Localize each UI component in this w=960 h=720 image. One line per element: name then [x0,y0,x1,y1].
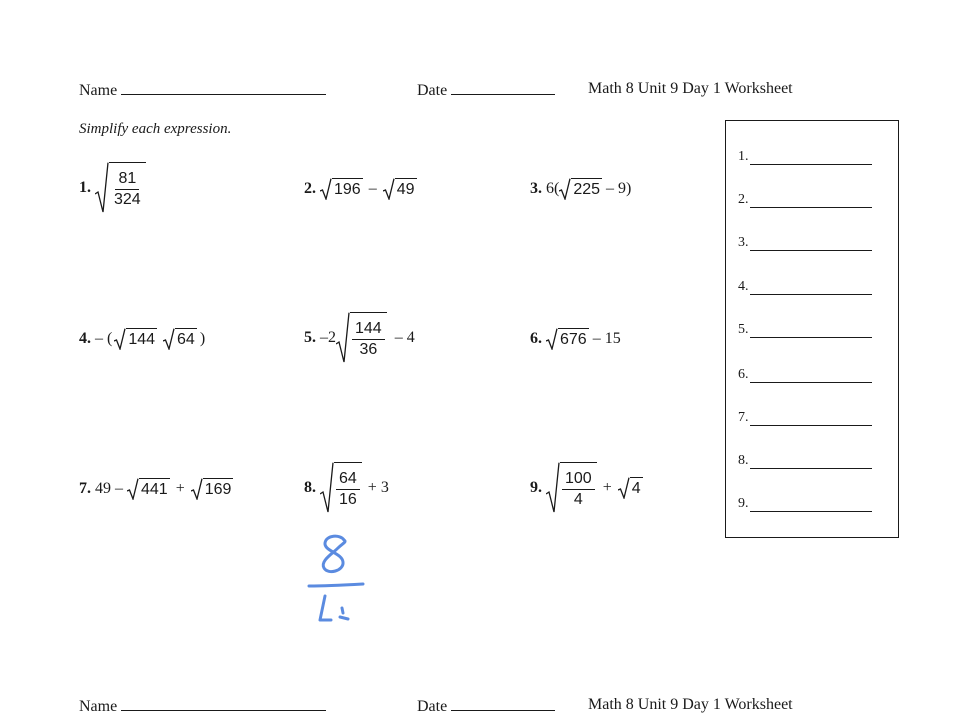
answer-blank-5[interactable]: 5. [738,322,872,338]
radical [546,462,597,514]
problem-number: 9. [530,479,542,496]
instructions: Simplify each expression. [79,121,232,137]
radical [336,312,387,364]
problem-number: 4. [79,330,91,347]
radical: 225 [559,178,602,200]
problem-number: 2. [304,180,316,197]
answer-blank-6[interactable]: 6. [738,367,872,383]
answer-blank-4[interactable]: 4. [738,279,872,295]
date-field [417,80,555,100]
problem-number: 6. [530,330,542,347]
radical: 676 [546,328,589,350]
radical: 441 [127,478,170,500]
problem-number: 3. [530,180,542,197]
problem-3: 3. 6( 225 – 9) [530,180,632,198]
answer-box [725,120,899,538]
problem-7: 7. 49 – 441 + 169 [79,480,232,498]
answer-blank-3[interactable]: 3. [738,235,872,251]
name-field-bottom [79,696,326,716]
name-blank [121,696,326,711]
date-field-bottom [417,696,555,716]
date-blank [451,696,555,711]
fraction: $\frac{81}{324}$ [114,169,141,208]
problem-1 [79,162,146,214]
answer-blank-8[interactable]: 8. [738,453,872,469]
answer-blank-9[interactable]: 9. [738,496,872,512]
answer-blank-7[interactable]: 7. [738,410,872,426]
date-label: Date [417,82,448,99]
name-label: Name [79,82,118,99]
problem-number: 1. [79,179,91,196]
problem-9: 9. $\frac{100}{4}$ + 4 [530,462,643,514]
fraction: $\frac{64}{16}$ [336,470,360,509]
date-blank [451,80,555,95]
fraction: $\frac{144}{36}$ [352,320,385,359]
answer-blank-2[interactable]: 2. [738,192,872,208]
handwritten-fraction-annotation [300,530,380,630]
radical-sign-icon [95,162,109,214]
name-blank [121,80,326,95]
problem-number: 8. [304,479,316,496]
radical [320,462,362,514]
radical: 169 [191,478,234,500]
name-field [79,80,326,100]
radical: 4 [618,477,643,499]
fraction: $\frac{100}{4}$ [562,470,595,509]
answer-blank-1[interactable]: 1. [738,149,872,165]
name-label: Name [79,698,118,715]
radical [95,162,146,214]
radical: 49 [383,178,417,200]
problem-number: 5. [304,329,316,346]
radical: 144 [114,328,157,350]
problem-2: 2. 196 – 49 [304,180,415,198]
worksheet-title: Math 8 Unit 9 Day 1 Worksheet [588,80,793,97]
problem-6: 6. 676 – 15 [530,330,621,348]
problem-number: 7. [79,480,91,497]
worksheet-title-bottom: Math 8 Unit 9 Day 1 Worksheet [588,696,793,713]
radical: 196 [320,178,363,200]
radical: 64 [163,328,197,350]
problem-8: 8. $\frac{64}{16}$ + 3 [304,462,389,514]
problem-4: 4. – ( 144 64 ) [79,330,206,348]
problem-5: 5. –2 $\frac{144}{36}$ – 4 [304,312,415,364]
date-label: Date [417,698,448,715]
